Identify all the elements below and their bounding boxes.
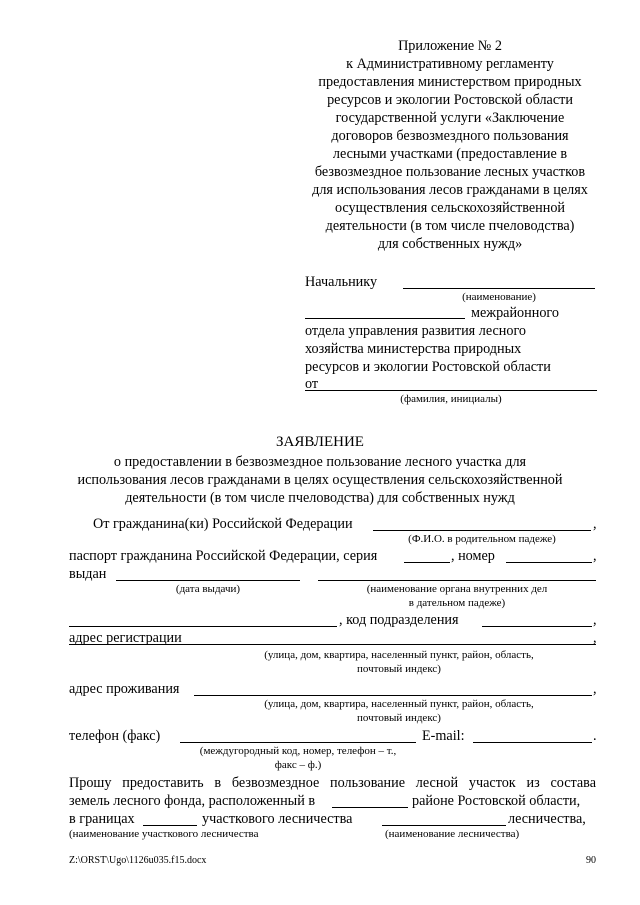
residence-address-field[interactable]	[194, 695, 592, 696]
annex-line: государственной услуги «Заключение	[335, 110, 565, 126]
code-label: , код подразделения	[339, 612, 459, 628]
organ-hint: в дательном падеже)	[408, 597, 506, 609]
organ-hint: (наименование органа внутренних дел	[366, 583, 548, 595]
from-field[interactable]	[305, 390, 597, 391]
from-label: от	[305, 376, 319, 392]
request-text: лесничества,	[508, 811, 586, 827]
request-text: участкового лесничества	[202, 811, 353, 827]
annex-line: безвозмездное пользование лесных участков	[314, 164, 586, 180]
annex-line: ресурсов и экологии Ростовской области	[327, 92, 573, 108]
annex-line: для использования лесов гражданами в целях	[312, 182, 588, 198]
live-label: адрес проживания	[69, 681, 180, 697]
passport-label: паспорт гражданина Российской Федерации, серия	[69, 548, 378, 564]
citizen-label: От гражданина(ки) Российской Федерации	[93, 516, 353, 532]
address-hint: почтовый индекс)	[357, 712, 441, 724]
annex-line: предоставления министерством природных	[318, 74, 582, 90]
interdistrict-name-field[interactable]	[305, 318, 465, 319]
file-path: Z:\ORST\Ugo\1126u035.f15.docx	[69, 855, 207, 866]
number-label: , номер	[451, 548, 495, 564]
email-field[interactable]	[473, 742, 592, 743]
comma: ,	[593, 516, 597, 532]
annex-line: для собственных нужд»	[377, 236, 523, 252]
district-field[interactable]	[332, 807, 408, 808]
passport-number-field[interactable]	[506, 562, 592, 563]
request-line: Прошу предоставить в безвозмездное пользование лесной участок из состава	[69, 775, 596, 791]
dept-line: отдела управления развития лесного	[305, 323, 527, 339]
fio-hint: (Ф.И.О. в родительном падеже)	[408, 533, 556, 545]
sub-forestry-field[interactable]	[143, 825, 197, 826]
registration-address-field[interactable]	[194, 644, 592, 645]
comma: ,	[593, 630, 597, 646]
citizen-fio-field[interactable]	[373, 530, 591, 531]
interdistrict-label: межрайонного	[471, 305, 559, 321]
sub-forestry-hint: (наименование участкового лесничества	[69, 828, 259, 840]
phone-label: телефон (факс)	[69, 728, 161, 744]
dept-line: ресурсов и экологии Ростовской области	[305, 359, 551, 375]
forestry-field[interactable]	[382, 825, 506, 826]
email-label: E-mail:	[422, 728, 465, 744]
request-text: земель лесного фонда, расположенный в	[69, 793, 316, 809]
annex-line: осуществления сельскохозяйственной	[334, 200, 566, 216]
issuing-organ-field[interactable]	[318, 580, 596, 581]
address-hint: почтовый индекс)	[357, 663, 441, 675]
subtitle-line: использования лесов гражданами в целях осуществления сельскохозяйственной	[77, 472, 563, 488]
date-hint: (дата выдачи)	[175, 583, 241, 595]
issuing-organ-continued-field[interactable]	[69, 626, 337, 627]
subtitle-line: о предоставлении в безвозмездное пользование лесного участка для	[113, 454, 527, 470]
comma: ,	[593, 612, 597, 628]
name-hint: (наименование)	[462, 291, 536, 303]
heading: ЗАЯВЛЕНИЕ	[276, 434, 364, 450]
reg-label: адрес регистрации	[69, 630, 182, 646]
forestry-hint: (наименование лесничества)	[385, 828, 520, 840]
chief-name-field[interactable]	[403, 288, 595, 289]
issued-label: выдан	[69, 566, 107, 582]
chief-label: Начальнику	[305, 274, 378, 290]
annex-line: Приложение № 2	[398, 38, 502, 54]
annex-line: договоров безвозмездного пользования	[331, 128, 569, 144]
passport-series-field[interactable]	[404, 562, 450, 563]
subtitle-line: деятельности (в том числе пчеловодства) для собственных нужд	[125, 490, 515, 506]
issue-date-field[interactable]	[116, 580, 300, 581]
comma: ,	[593, 681, 597, 697]
address-hint: (улица, дом, квартира, населенный пункт, район, область,	[264, 649, 534, 661]
dept-line: хозяйства министерства природных	[305, 341, 522, 357]
subdivision-code-field[interactable]	[482, 626, 592, 627]
request-text: районе Ростовской области,	[412, 793, 581, 809]
phone-field[interactable]	[180, 742, 416, 743]
phone-hint: (междугородный код, номер, телефон – т.,	[199, 745, 397, 757]
from-hint: (фамилия, инициалы)	[400, 393, 502, 405]
annex-line: лесными участками (предоставление в	[332, 146, 568, 162]
address-hint: (улица, дом, квартира, населенный пункт, район, область,	[264, 698, 534, 710]
request-text: в границах	[69, 811, 135, 827]
page-number: 90	[586, 855, 596, 866]
period: .	[593, 728, 597, 744]
comma: ,	[593, 548, 597, 564]
annex-line: деятельности (в том числе пчеловодства)	[325, 218, 575, 234]
annex-line: к Административному регламенту	[346, 56, 554, 72]
phone-hint: факс – ф.)	[274, 759, 322, 771]
